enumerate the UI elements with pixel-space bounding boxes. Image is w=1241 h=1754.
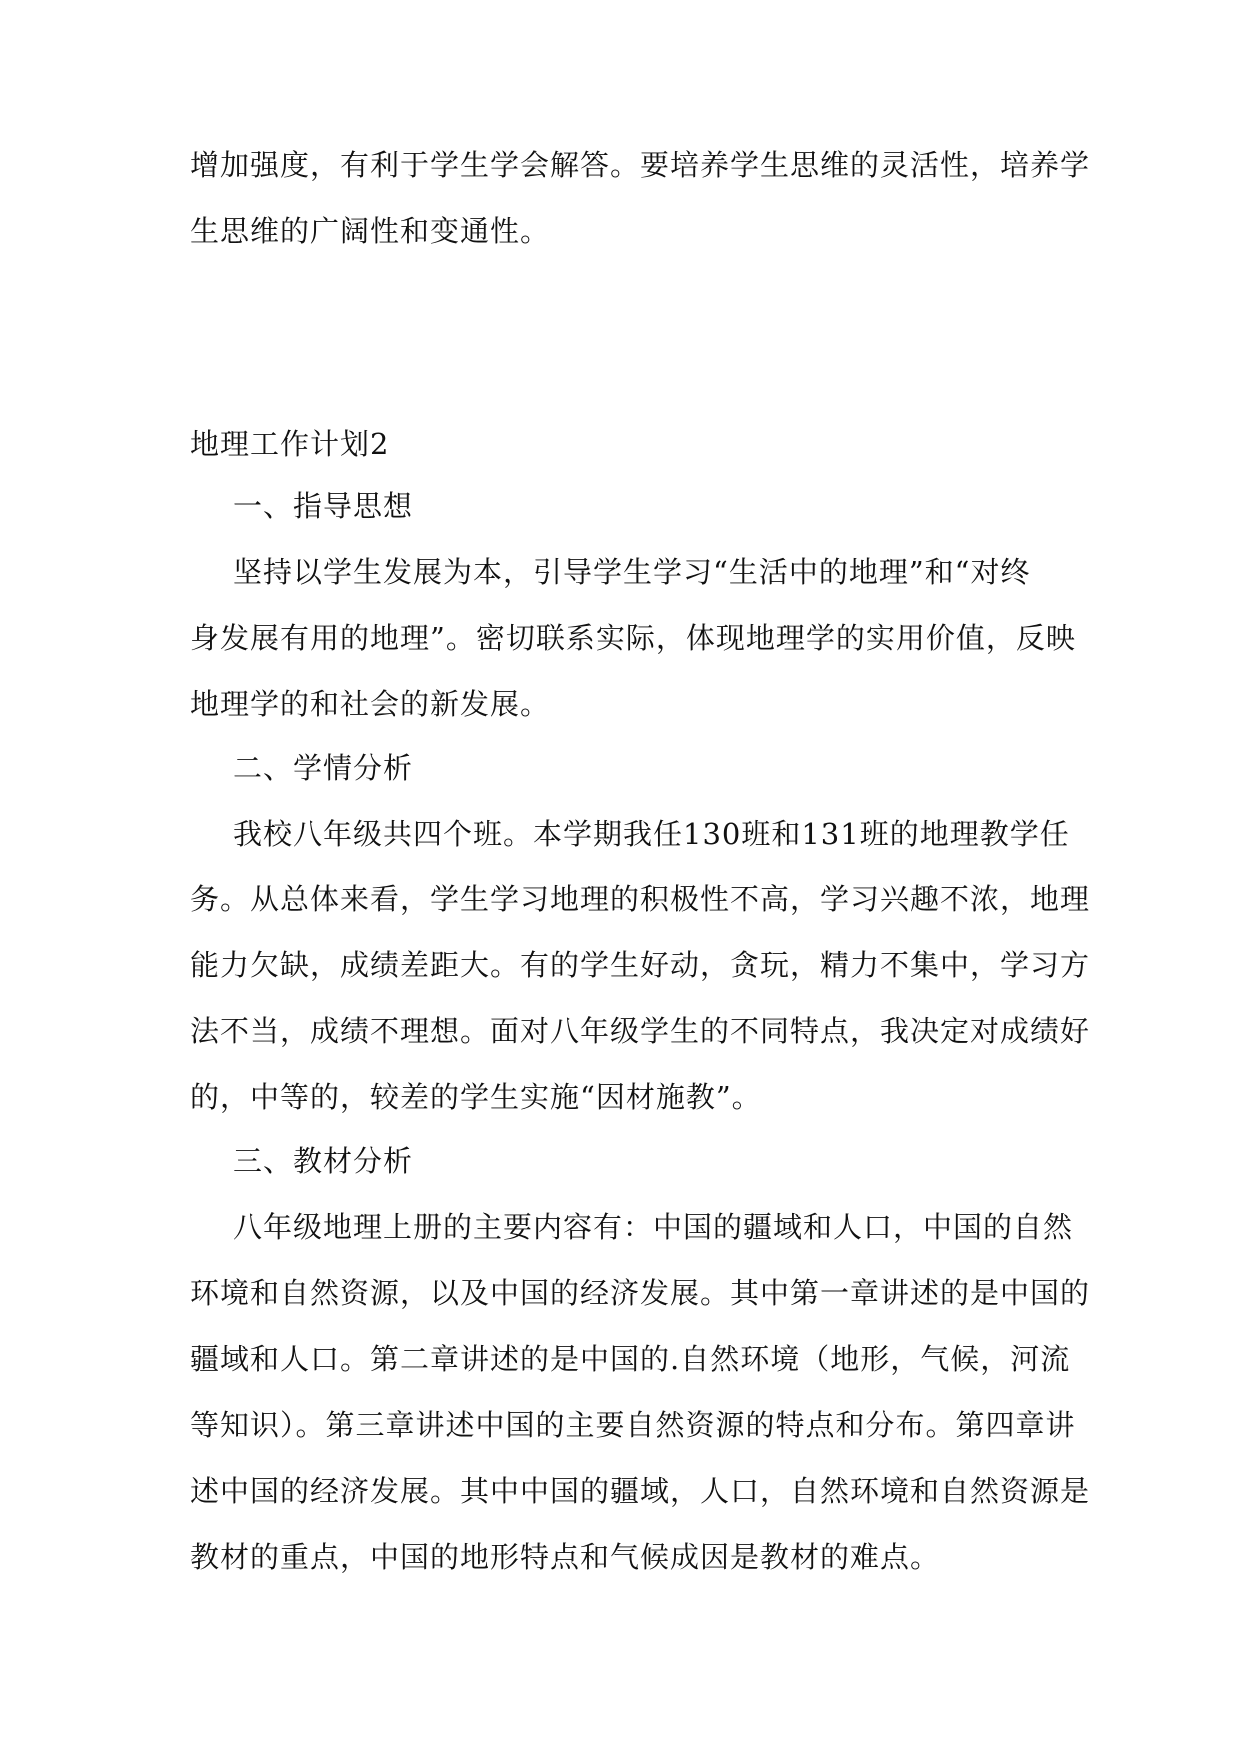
paragraph-line: 法不当，成绩不理想。面对八年级学生的不同特点，我决定对成绩好 (190, 1014, 1091, 1048)
paragraph-line: 身发展有用的地理”。密切联系实际，体现地理学的实用价值，反映 (190, 621, 1076, 655)
paragraph-line: 述中国的经济发展。其中中国的疆域，人口，自然环境和自然资源是 (190, 1474, 1091, 1508)
paragraph-line: 增加强度，有利于学生学会解答。要培养学生思维的灵活性，培养学 (190, 148, 1091, 182)
paragraph-line: 地理学的和社会的新发展。 (190, 687, 551, 721)
subsection-heading: 三、教材分析 (233, 1144, 414, 1178)
paragraph-line: 疆域和人口。第二章讲述的是中国的.自然环境（地形，气候，河流 (190, 1342, 1071, 1376)
paragraph-line: 八年级地理上册的主要内容有：中国的疆域和人口，中国的自然 (233, 1210, 1074, 1244)
paragraph-line: 的，中等的，较差的学生实施“因材施教”。 (190, 1080, 762, 1114)
section-heading: 地理工作计划2 (190, 427, 390, 461)
subsection-heading: 一、指导思想 (233, 489, 414, 523)
paragraph-line: 等知识）。第三章讲述中国的主要自然资源的特点和分布。第四章讲 (190, 1408, 1076, 1442)
paragraph-line: 教材的重点，中国的地形特点和气候成因是教材的难点。 (190, 1540, 941, 1574)
paragraph-line: 坚持以学生发展为本，引导学生学习“生活中的地理”和“对终 (233, 555, 1031, 589)
subsection-heading: 二、学情分析 (233, 751, 414, 785)
paragraph-line: 生思维的广阔性和变通性。 (190, 214, 551, 248)
paragraph-line: 务。从总体来看，学生学习地理的积极性不高，学习兴趣不浓，地理 (190, 882, 1091, 916)
paragraph-line: 环境和自然资源，以及中国的经济发展。其中第一章讲述的是中国的 (190, 1276, 1091, 1310)
paragraph-line: 能力欠缺，成绩差距大。有的学生好动，贪玩，精力不集中，学习方 (190, 948, 1091, 982)
paragraph-line: 我校八年级共四个班。本学期我任130班和131班的地理教学任 (233, 817, 1070, 851)
